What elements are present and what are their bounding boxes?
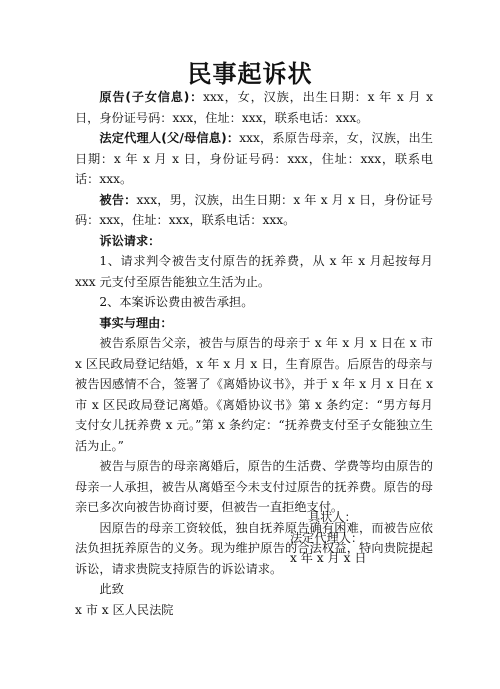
claim-item: 2、本案诉讼费由被告承担。 bbox=[99, 295, 254, 309]
legal-rep-text: xxx，系原告母亲，女，汉族，出生日期：x 年 x 月 x 日，身份证号码：xxx，住址：xxx，联系电话：xxx。 bbox=[75, 131, 433, 186]
legal-rep-signature-label: 法定代理人： bbox=[290, 531, 364, 545]
court-name: x 市 x 区人民法院 bbox=[75, 602, 174, 617]
plaintiff-label: 原告(子女信息)： bbox=[99, 90, 204, 104]
plaintiff-paragraph bbox=[75, 87, 433, 128]
closing-text: 此致 bbox=[99, 582, 124, 596]
defendant-text: xxx，男，汉族，出生日期：x 年 x 月 x 日，身份证号码：xxx，住址：xxx，联系电话：xxx。 bbox=[75, 192, 433, 227]
claims-heading: 诉讼请求： bbox=[99, 233, 161, 248]
plaintiff-text: xxx，女，汉族，出生日期：x 年 x 月 x 日，身份证号码：xxx，住址：xxx，联系电话：xxx。 bbox=[75, 90, 433, 125]
facts-paragraph: 被告与原告的母亲离婚后，原告的生活费、学费等均由原告的母亲一人承担，被告从离婚至今未支付过原告的抚养费。原告的母亲已多次向被告协商讨要，但被告一直拒绝支付。 bbox=[75, 459, 433, 514]
document-title: 民事起诉状 bbox=[187, 60, 313, 88]
defendant-label: 被告： bbox=[99, 192, 137, 207]
legal-rep-label: 法定代理人(父/母信息)： bbox=[99, 131, 240, 145]
signature-date: x 年 x 月 x 日 bbox=[290, 551, 367, 565]
legal-rep-paragraph bbox=[75, 128, 433, 190]
claim-item: 1、请求判令被告支付原告的抚养费，从 x 年 x 月起按每月 xxx 元支付至原告能独立生活为止。 bbox=[75, 254, 433, 289]
defendant-paragraph bbox=[75, 190, 433, 231]
facts-heading: 事实与理由： bbox=[99, 315, 173, 330]
document-body bbox=[75, 87, 433, 620]
facts-paragraph: 因原告的母亲工资较低，独自抚养原告确有困难，而被告应依法负担抚养原告的义务。现为维护原告的合法权益，特向贵院提起诉讼，请求贵院支持原告的诉讼请求。 bbox=[75, 520, 433, 576]
facts-paragraph: 被告系原告父亲，被告与原告的母亲于 x 年 x 月 x 日在 x 市 x 区民政局登记结婚，x 年 x 月 x 日，生育原告。后原告的母亲与被告因感情不合，签署了《离婚协议书》，并于 x 年 x 月 x 日在 x 市 x 区民政局登记离婚。《离婚协议书》第 x 条约定：“男方每月支付女儿抚养费 x 元。”第 x 条约定：“抚养费支付至子女能独立生活为止。” bbox=[75, 336, 433, 453]
complainant-label: 具状人： bbox=[308, 510, 357, 524]
